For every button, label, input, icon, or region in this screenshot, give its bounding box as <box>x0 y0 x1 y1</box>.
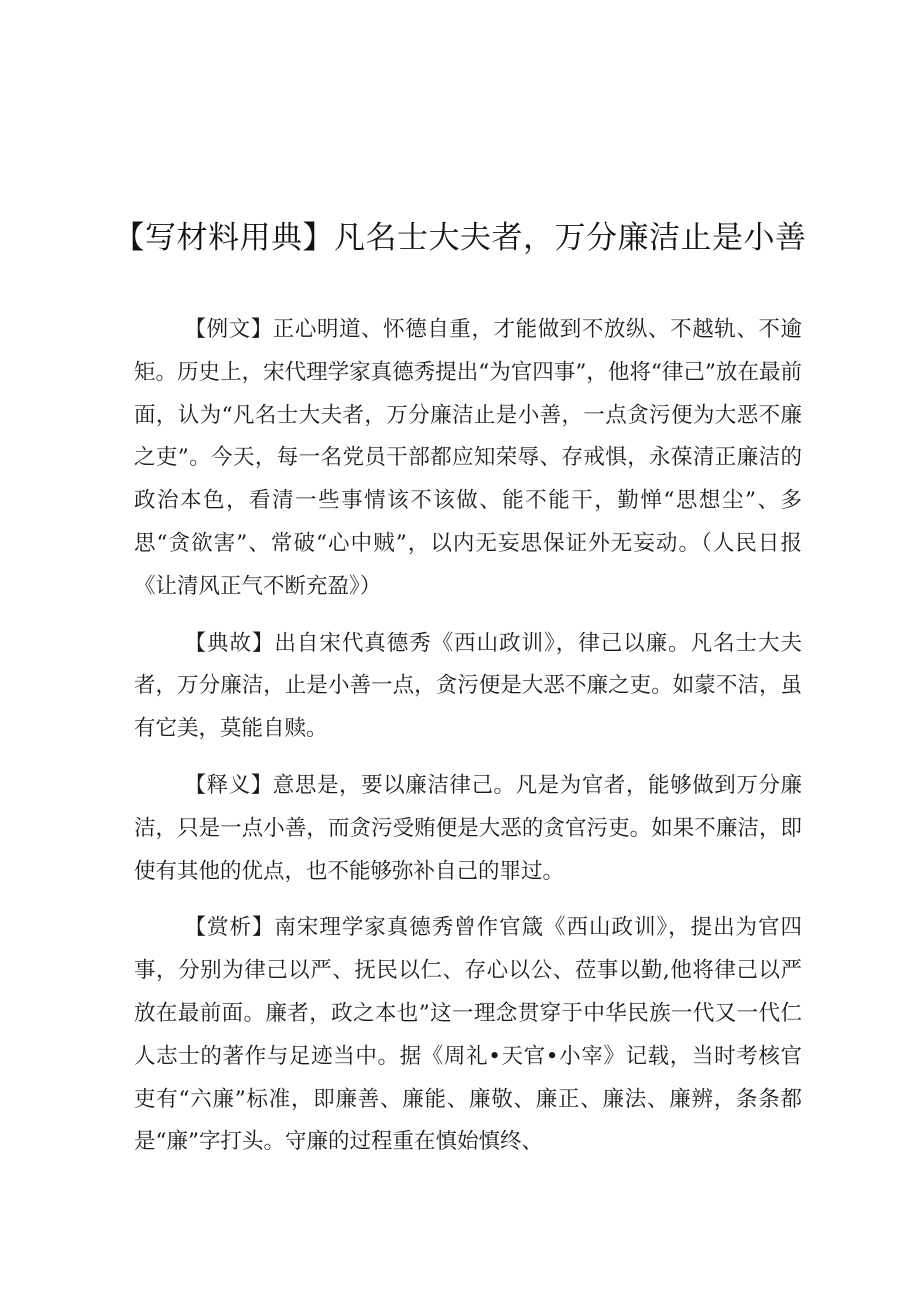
paragraph-allusion: 【典故】出自宋代真德秀《西山政训》，律己以廉。凡名士大夫者，万分廉洁，止是小善一点，贪污便是大恶不廉之吏。如蒙不洁，虽有它美，莫能自赎。 <box>134 630 802 742</box>
document-body <box>134 309 802 1164</box>
document-title: 【写材料用典】凡名士大夫者，万分廉洁止是小善 <box>113 220 807 256</box>
paragraph-interpretation: 【释义】意思是，要以廉洁律己。凡是为官者，能够做到万分廉洁，只是一点小善，而贪污受贿便是大恶的贪官污吏。如果不廉洁，即使有其他的优点，也不能够弥补自己的罪过。 <box>134 772 802 884</box>
paragraph-appreciation: 【赏析】南宋理学家真德秀曾作官箴《西山政训》，提出为官四事，分别为律己以严、抚民以仁、存心以公、莅事以勤,他将律己以严放在最前面。廉者，政之本也”这一理念贯穿于中华民族一代又一代仁人志士的著作与足迹当中。据《周礼•天官•小宰》记载，当时考核官吏有“六廉”标准，即廉善、廉能、廉敬、廉正、廉法、廉辨，条条都是“廉”字打头。守廉的过程重在慎始慎终、 <box>134 915 802 1155</box>
paragraph-example: 【例文】正心明道、怀德自重，才能做到不放纵、不越轨、不逾矩。历史上，宋代理学家真德秀提出“为官四事”，他将“律己”放在最前面，认为“凡名士大夫者，万分廉洁止是小善，一点贪污便为大恶不廉之吏”。今天，每一名党员干部都应知荣辱、存戒惧，永葆清正廉洁的政治本色，看清一些事情该不该做、能不能干，勤惮“思想尘”、多思“贪欲害”、常破“心中贼”，以内无妄思保证外无妄动。（人民日报《让清风正气不断充盈》） <box>134 317 802 599</box>
